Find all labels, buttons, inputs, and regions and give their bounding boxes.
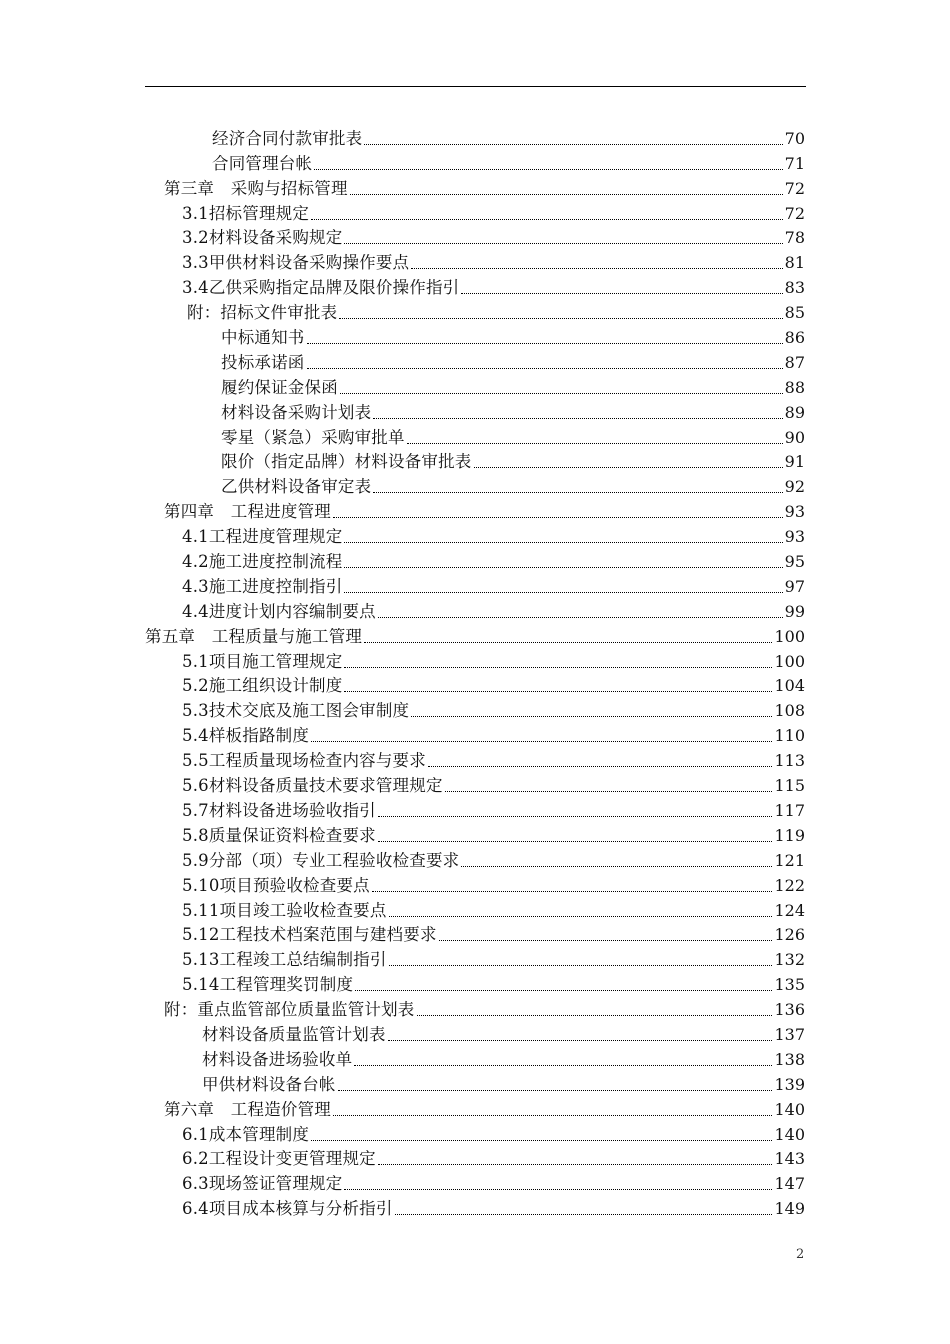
toc-entry[interactable] <box>0 896 805 921</box>
toc-entry[interactable] <box>0 871 805 896</box>
toc-entry[interactable] <box>0 398 805 423</box>
toc-dot-leader <box>364 642 772 643</box>
toc-entry-title: 4.2施工进度控制流程 <box>182 552 343 572</box>
toc-dot-leader <box>354 1065 772 1066</box>
toc-dot-leader <box>307 368 783 369</box>
toc-entry-page: 72 <box>784 203 805 223</box>
toc-entry[interactable] <box>0 497 805 522</box>
toc-entry-page: 115 <box>774 776 805 796</box>
toc-dot-leader <box>340 393 783 394</box>
toc-entry[interactable] <box>0 846 805 871</box>
toc-dot-leader <box>395 1214 773 1215</box>
toc-entry[interactable] <box>0 746 805 771</box>
toc-entry-page: 93 <box>784 527 805 547</box>
toc-dot-leader <box>428 766 773 767</box>
toc-dot-leader <box>474 467 783 468</box>
toc-entry-title: 3.4乙供采购指定品牌及限价操作指引 <box>182 278 460 298</box>
toc-entry-page: 139 <box>774 1074 805 1094</box>
toc-entry-page: 108 <box>774 701 805 721</box>
toc-entry-title: 材料设备质量监管计划表 <box>202 1024 386 1044</box>
toc-entry-page: 78 <box>784 228 805 248</box>
table-of-contents <box>0 124 950 1219</box>
toc-dot-leader <box>344 567 782 568</box>
toc-entry-page: 137 <box>774 1024 805 1044</box>
toc-entry-title: 乙供材料设备审定表 <box>221 477 372 497</box>
toc-entry-title: 6.2工程设计变更管理规定 <box>182 1149 376 1169</box>
toc-entry-page: 119 <box>774 825 805 845</box>
toc-entry-page: 140 <box>774 1124 805 1144</box>
toc-entry-page: 136 <box>774 1000 805 1020</box>
header-rule <box>145 86 806 87</box>
toc-entry-title: 材料设备采购计划表 <box>221 402 372 422</box>
toc-dot-leader <box>311 741 772 742</box>
toc-entry-title: 5.14工程管理奖罚制度 <box>182 975 354 995</box>
toc-dot-leader <box>344 1189 772 1190</box>
toc-entry-title: 5.10项目预验收检查要点 <box>182 875 370 895</box>
toc-entry-page: 86 <box>784 328 805 348</box>
toc-dot-leader <box>344 667 772 668</box>
toc-entry[interactable] <box>0 672 805 697</box>
toc-entry-page: 104 <box>774 676 805 696</box>
toc-dot-leader <box>344 691 772 692</box>
toc-entry-page: 93 <box>784 502 805 522</box>
toc-entry-title: 5.3技术交底及施工图会审制度 <box>182 701 410 721</box>
toc-entry-title: 中标通知书 <box>221 328 305 348</box>
toc-dot-leader <box>373 492 782 493</box>
toc-entry[interactable] <box>0 373 805 398</box>
toc-dot-leader <box>339 318 782 319</box>
toc-entry[interactable] <box>0 224 805 249</box>
toc-entry-page: 72 <box>784 178 805 198</box>
toc-entry-title: 4.1工程进度管理规定 <box>182 527 343 547</box>
toc-entry-title: 6.4项目成本核算与分析指引 <box>182 1199 393 1219</box>
toc-dot-leader <box>388 1040 773 1041</box>
toc-entry[interactable] <box>0 796 805 821</box>
toc-entry-page: 124 <box>774 900 805 920</box>
toc-dot-leader <box>344 243 782 244</box>
toc-dot-leader <box>333 517 783 518</box>
toc-entry-title: 5.11项目竣工验收检查要点 <box>182 900 387 920</box>
toc-entry[interactable] <box>0 647 805 672</box>
toc-entry-title: 零星（紧急）采购审批单 <box>221 427 405 447</box>
toc-entry-title: 5.13工程竣工总结编制指引 <box>182 950 387 970</box>
toc-dot-leader <box>461 293 782 294</box>
toc-entry-title: 材料设备进场验收单 <box>202 1049 353 1069</box>
toc-entry-page: 140 <box>774 1099 805 1119</box>
toc-entry[interactable] <box>0 995 805 1020</box>
toc-entry[interactable] <box>0 273 805 298</box>
toc-entry-title: 4.4进度计划内容编制要点 <box>182 601 376 621</box>
toc-entry[interactable] <box>0 1045 805 1070</box>
toc-entry-page: 99 <box>784 601 805 621</box>
toc-entry-title: 附：招标文件审批表 <box>187 303 338 323</box>
toc-entry[interactable] <box>0 1194 805 1219</box>
toc-entry-title: 3.2材料设备采购规定 <box>182 228 343 248</box>
toc-entry-title: 合同管理台帐 <box>212 153 313 173</box>
toc-dot-leader <box>389 965 773 966</box>
toc-entry[interactable] <box>0 597 805 622</box>
toc-entry-title: 4.3施工进度控制指引 <box>182 576 343 596</box>
toc-dot-leader <box>314 169 782 170</box>
toc-entry[interactable] <box>0 696 805 721</box>
toc-entry-title: 第六章 工程造价管理 <box>164 1099 331 1119</box>
toc-entry-title: 第三章 采购与招标管理 <box>164 178 348 198</box>
toc-entry[interactable] <box>0 572 805 597</box>
toc-dot-leader <box>307 343 783 344</box>
toc-dot-leader <box>378 1164 773 1165</box>
toc-dot-leader <box>411 268 782 269</box>
toc-dot-leader <box>389 916 773 917</box>
page-number: 2 <box>796 1247 805 1262</box>
toc-dot-leader <box>417 1015 773 1016</box>
toc-entry-title: 履约保证金保函 <box>221 377 338 397</box>
toc-entry-page: 132 <box>774 950 805 970</box>
toc-entry-page: 81 <box>784 253 805 273</box>
toc-entry-page: 149 <box>774 1199 805 1219</box>
toc-entry-page: 100 <box>774 626 805 646</box>
toc-dot-leader <box>350 194 783 195</box>
toc-entry[interactable] <box>0 124 805 149</box>
toc-entry-page: 95 <box>784 552 805 572</box>
toc-entry-page: 147 <box>774 1174 805 1194</box>
toc-entry-page: 97 <box>784 576 805 596</box>
toc-entry-title: 5.5工程质量现场检查内容与要求 <box>182 751 426 771</box>
toc-dot-leader <box>338 1090 773 1091</box>
toc-entry-title: 附：重点监管部位质量监管计划表 <box>164 1000 415 1020</box>
toc-dot-leader <box>378 816 773 817</box>
toc-entry-page: 100 <box>774 651 805 671</box>
toc-entry-title: 5.4样板指路制度 <box>182 726 310 746</box>
toc-entry-title: 投标承诺函 <box>221 352 305 372</box>
toc-entry[interactable] <box>0 199 805 224</box>
toc-entry[interactable] <box>0 1145 805 1170</box>
toc-entry[interactable] <box>0 423 805 448</box>
toc-entry-title: 限价（指定品牌）材料设备审批表 <box>221 452 472 472</box>
toc-dot-leader <box>311 219 783 220</box>
toc-entry[interactable] <box>0 1169 805 1194</box>
toc-dot-leader <box>445 791 773 792</box>
toc-entry[interactable] <box>0 1070 805 1095</box>
toc-entry-title: 5.6材料设备质量技术要求管理规定 <box>182 776 443 796</box>
toc-entry-page: 83 <box>784 278 805 298</box>
toc-dot-leader <box>378 841 773 842</box>
toc-entry[interactable] <box>0 174 805 199</box>
toc-entry[interactable] <box>0 1020 805 1045</box>
toc-entry-page: 117 <box>774 800 805 820</box>
toc-entry-title: 3.3甲供材料设备采购操作要点 <box>182 253 410 273</box>
toc-dot-leader <box>407 443 783 444</box>
toc-entry[interactable] <box>0 945 805 970</box>
toc-entry[interactable] <box>0 622 805 647</box>
toc-entry-page: 89 <box>784 402 805 422</box>
toc-entry-title: 6.3现场签证管理规定 <box>182 1174 343 1194</box>
toc-entry[interactable] <box>0 348 805 373</box>
toc-entry[interactable] <box>0 149 805 174</box>
toc-entry-page: 138 <box>774 1049 805 1069</box>
toc-dot-leader <box>311 1140 772 1141</box>
toc-entry[interactable] <box>0 970 805 995</box>
toc-entry-title: 5.7材料设备进场验收指引 <box>182 800 376 820</box>
toc-entry[interactable] <box>0 448 805 473</box>
toc-entry[interactable] <box>0 721 805 746</box>
toc-dot-leader <box>372 891 773 892</box>
toc-entry-page: 122 <box>774 875 805 895</box>
toc-entry-page: 92 <box>784 477 805 497</box>
toc-entry-title: 5.1项目施工管理规定 <box>182 651 343 671</box>
toc-entry-page: 91 <box>784 452 805 472</box>
toc-dot-leader <box>364 144 782 145</box>
toc-entry[interactable] <box>0 547 805 572</box>
toc-entry-title: 5.12工程技术档案范围与建档要求 <box>182 925 437 945</box>
toc-dot-leader <box>373 418 782 419</box>
toc-dot-leader <box>411 716 772 717</box>
toc-dot-leader <box>378 617 783 618</box>
toc-entry-title: 经济合同付款审批表 <box>212 128 363 148</box>
toc-entry-page: 87 <box>784 352 805 372</box>
toc-entry[interactable] <box>0 323 805 348</box>
toc-entry-title: 5.9分部（项）专业工程验收检查要求 <box>182 850 460 870</box>
toc-entry[interactable] <box>0 522 805 547</box>
toc-entry[interactable] <box>0 1120 805 1145</box>
toc-entry-page: 126 <box>774 925 805 945</box>
toc-entry-title: 5.2施工组织设计制度 <box>182 676 343 696</box>
toc-dot-leader <box>355 990 772 991</box>
toc-entry[interactable] <box>0 821 805 846</box>
toc-entry-page: 90 <box>784 427 805 447</box>
toc-entry-title: 5.8质量保证资料检查要求 <box>182 825 376 845</box>
toc-entry-page: 70 <box>784 128 805 148</box>
toc-entry-title: 6.1成本管理制度 <box>182 1124 310 1144</box>
toc-entry[interactable] <box>0 771 805 796</box>
toc-entry-page: 143 <box>774 1149 805 1169</box>
toc-entry[interactable] <box>0 472 805 497</box>
toc-entry[interactable] <box>0 1095 805 1120</box>
toc-entry[interactable] <box>0 248 805 273</box>
toc-entry-page: 135 <box>774 975 805 995</box>
toc-dot-leader <box>344 542 782 543</box>
toc-entry-page: 110 <box>774 726 805 746</box>
toc-entry-page: 113 <box>774 751 805 771</box>
toc-entry-page: 85 <box>784 303 805 323</box>
toc-dot-leader <box>439 940 773 941</box>
toc-dot-leader <box>344 592 782 593</box>
toc-entry-title: 第五章 工程质量与施工管理 <box>145 626 363 646</box>
toc-entry-page: 71 <box>784 153 805 173</box>
toc-entry[interactable] <box>0 298 805 323</box>
toc-entry-title: 第四章 工程进度管理 <box>164 502 331 522</box>
toc-entry-title: 甲供材料设备台帐 <box>202 1074 336 1094</box>
toc-dot-leader <box>333 1115 772 1116</box>
toc-entry-page: 88 <box>784 377 805 397</box>
toc-entry-page: 121 <box>774 850 805 870</box>
toc-entry[interactable] <box>0 921 805 946</box>
toc-dot-leader <box>461 866 772 867</box>
toc-entry-title: 3.1招标管理规定 <box>182 203 310 223</box>
